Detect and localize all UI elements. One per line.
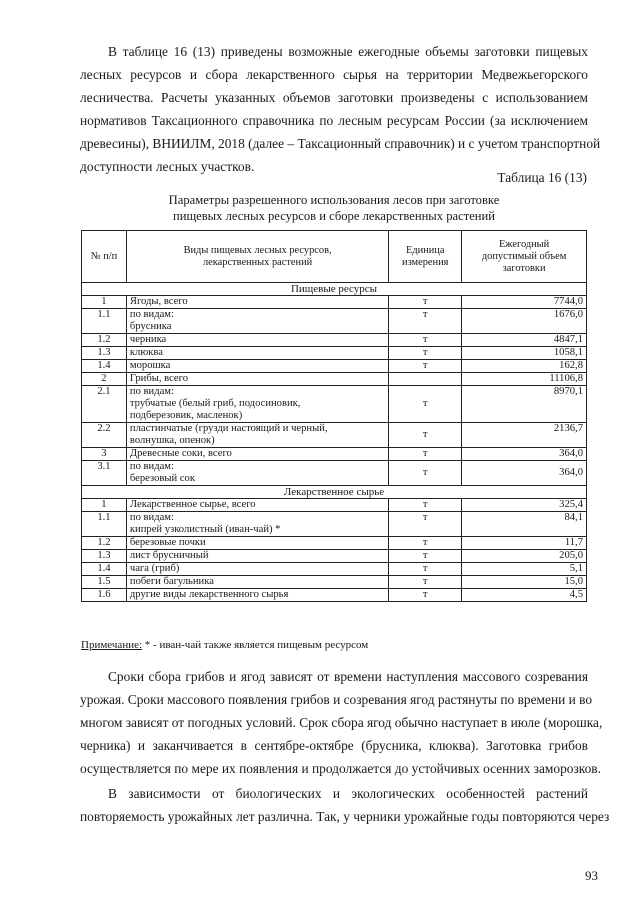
section-title: Пищевые ресурсы xyxy=(82,283,587,296)
row-value: 8970,1 xyxy=(462,386,587,423)
row-name xyxy=(126,512,388,537)
row-value: 84,1 xyxy=(462,512,587,537)
table-row xyxy=(82,589,587,602)
row-value: 205,0 xyxy=(462,550,587,563)
paragraph-line: Сроки сбора грибов и ягод зависят от времени наступления массового созревания xyxy=(108,669,588,684)
row-name: Ягоды, всего xyxy=(126,296,388,309)
paragraph-line: черника) и заканчивается в сентябре-октябре (брусника, клюква). Заготовка грибов xyxy=(80,738,588,753)
row-name: морошка xyxy=(126,360,388,373)
table-row xyxy=(82,537,587,550)
row-value: 4847,1 xyxy=(462,334,587,347)
table-row xyxy=(82,499,587,512)
header-unit-line: измерения xyxy=(402,256,449,268)
intro-line: лесных ресурсов и сбора лекарственного сырья на территории Медвежьегорского xyxy=(80,67,588,82)
row-unit: т xyxy=(389,296,462,309)
row-value: 1676,0 xyxy=(462,309,587,334)
header-num: № п/п xyxy=(82,231,127,283)
row-unit: т xyxy=(389,334,462,347)
row-name xyxy=(126,461,388,486)
row-num: 1.2 xyxy=(82,334,127,347)
row-unit: т xyxy=(389,512,462,537)
yield-paragraph xyxy=(80,782,610,828)
row-num: 2 xyxy=(82,373,127,386)
row-value: 364,0 xyxy=(462,448,587,461)
row-value: 1058,1 xyxy=(462,347,587,360)
table-row xyxy=(82,550,587,563)
row-num: 1.3 xyxy=(82,550,127,563)
row-num: 1.2 xyxy=(82,537,127,550)
header-volume xyxy=(462,231,587,283)
row-name-line: по видам: xyxy=(129,461,174,472)
section-row-food xyxy=(82,283,587,296)
table-note xyxy=(81,639,368,651)
row-unit: т xyxy=(389,563,462,576)
paragraph-line: осуществляется по мере их появления и продолжается до устойчивых осенних заморозков. xyxy=(80,761,601,776)
table-row xyxy=(82,360,587,373)
row-unit: т xyxy=(389,589,462,602)
header-unit-line: Единица xyxy=(405,244,445,256)
header-type-line: лекарственных растений xyxy=(202,256,313,268)
row-value: 2136,7 xyxy=(462,423,587,448)
row-num: 1.5 xyxy=(82,576,127,589)
table-row xyxy=(82,347,587,360)
table-row xyxy=(82,334,587,347)
note-text: * - иван-чай также является пищевым ресурсом xyxy=(142,639,369,651)
intro-line: нормативов Таксационного справочника по лесным ресурсам России (за исключением xyxy=(80,113,588,128)
row-name: Лекарственное сырье, всего xyxy=(126,499,388,512)
row-value: 7744,0 xyxy=(462,296,587,309)
row-name-line: трубчатые (белый гриб, подосиновик, xyxy=(129,398,301,409)
table-title xyxy=(80,192,588,224)
table-row xyxy=(82,296,587,309)
table-row xyxy=(82,512,587,537)
table-row xyxy=(82,563,587,576)
section-title: Лекарственное сырье xyxy=(82,486,587,499)
table-row xyxy=(82,423,587,448)
row-num: 2.1 xyxy=(82,386,127,423)
table-row xyxy=(82,309,587,334)
row-value: 162,8 xyxy=(462,360,587,373)
row-unit: т xyxy=(389,461,462,486)
row-name-line: березовый сок xyxy=(129,473,195,484)
row-value: 325,4 xyxy=(462,499,587,512)
row-num: 3 xyxy=(82,448,127,461)
row-unit xyxy=(389,373,462,386)
row-num: 1.1 xyxy=(82,309,127,334)
harvest-timing-paragraph xyxy=(80,665,603,780)
header-type-line: Виды пищевых лесных ресурсов, xyxy=(183,244,332,256)
page-number: 93 xyxy=(585,868,598,883)
row-num: 1.6 xyxy=(82,589,127,602)
note-label: Примечание: xyxy=(81,639,143,651)
row-name: березовые почки xyxy=(126,537,388,550)
intro-line: лесничества. Расчеты указанных объемов заготовки произведены с использованием xyxy=(80,90,588,105)
header-volume-line: допустимый объем xyxy=(481,250,567,262)
row-name-line: волнушка, опенок) xyxy=(129,435,215,446)
header-volume-line: Ежегодный xyxy=(498,238,550,250)
row-name-line: брусника xyxy=(129,321,172,332)
resources-table xyxy=(81,230,587,602)
row-name: лист брусничный xyxy=(126,550,388,563)
row-name-line: пластинчатые (грузди настоящий и черный, xyxy=(129,423,328,434)
intro-line: доступности лесных участков. xyxy=(80,159,255,174)
row-unit: т xyxy=(389,386,462,423)
row-name: чага (гриб) xyxy=(126,563,388,576)
row-unit: т xyxy=(389,537,462,550)
intro-line: древесины), ВНИИЛМ, 2018 (далее – Таксационный справочник) и с учетом транспортной xyxy=(80,136,601,151)
table-title-line: Параметры разрешенного использования лесов при заготовке xyxy=(168,193,500,207)
row-num: 1.3 xyxy=(82,347,127,360)
row-value: 11106,8 xyxy=(462,373,587,386)
row-name-line: по видам: xyxy=(129,512,174,523)
row-value: 364,0 xyxy=(462,461,587,486)
row-name-line: кипрей узколистный (иван-чай) * xyxy=(129,524,281,535)
row-unit: т xyxy=(389,448,462,461)
row-unit: т xyxy=(389,499,462,512)
header-volume-line: заготовки xyxy=(502,262,546,274)
row-unit: т xyxy=(389,550,462,563)
table-label: Таблица 16 (13) xyxy=(497,170,587,185)
row-unit: т xyxy=(389,347,462,360)
table-row xyxy=(82,373,587,386)
row-name-line: по видам: xyxy=(129,309,174,320)
header-type xyxy=(126,231,388,283)
row-num: 2.2 xyxy=(82,423,127,448)
row-name-line: по видам: xyxy=(129,386,174,397)
row-name: клюква xyxy=(126,347,388,360)
row-num: 3.1 xyxy=(82,461,127,486)
row-name xyxy=(126,423,388,448)
row-num: 1.1 xyxy=(82,512,127,537)
row-name: Грибы, всего xyxy=(126,373,388,386)
row-name xyxy=(126,309,388,334)
row-unit: т xyxy=(389,360,462,373)
row-unit: т xyxy=(389,423,462,448)
row-value: 11,7 xyxy=(462,537,587,550)
table-row xyxy=(82,576,587,589)
intro-paragraph xyxy=(80,40,601,178)
paragraph-line: урожая. Сроки массового появления грибов и созревания ягод растянуты по времени и во xyxy=(80,692,593,707)
row-name: другие виды лекарственного сырья xyxy=(126,589,388,602)
row-unit: т xyxy=(389,576,462,589)
table-row xyxy=(82,461,587,486)
header-unit xyxy=(389,231,462,283)
section-row-medicinal xyxy=(82,486,587,499)
row-name: Древесные соки, всего xyxy=(126,448,388,461)
row-value: 15,0 xyxy=(462,576,587,589)
row-value: 5,1 xyxy=(462,563,587,576)
table-row xyxy=(82,386,587,423)
row-name-line: подберезовик, масленок) xyxy=(129,410,243,421)
row-num: 1 xyxy=(82,296,127,309)
table-title-line: пищевых лесных ресурсов и сборе лекарственных растений xyxy=(172,209,496,223)
intro-line: В таблице 16 (13) приведены возможные ежегодные объемы заготовки пищевых xyxy=(108,44,588,59)
row-name: черника xyxy=(126,334,388,347)
paragraph-line: многом зависят от погодных условий. Срок сбора ягод обычно наступает в июле (морошка, xyxy=(80,715,603,730)
row-num: 1 xyxy=(82,499,127,512)
table-row xyxy=(82,448,587,461)
row-name xyxy=(126,386,388,423)
row-num: 1.4 xyxy=(82,563,127,576)
row-value: 4,5 xyxy=(462,589,587,602)
row-unit: т xyxy=(389,309,462,334)
row-name: побеги багульника xyxy=(126,576,388,589)
row-num: 1.4 xyxy=(82,360,127,373)
paragraph-line: повторяемость урожайных лет различна. Так, у черники урожайные годы повторяются через xyxy=(80,809,610,824)
paragraph-line: В зависимости от биологических и экологических особенностей растений xyxy=(108,786,588,801)
table-header-row xyxy=(82,231,587,283)
